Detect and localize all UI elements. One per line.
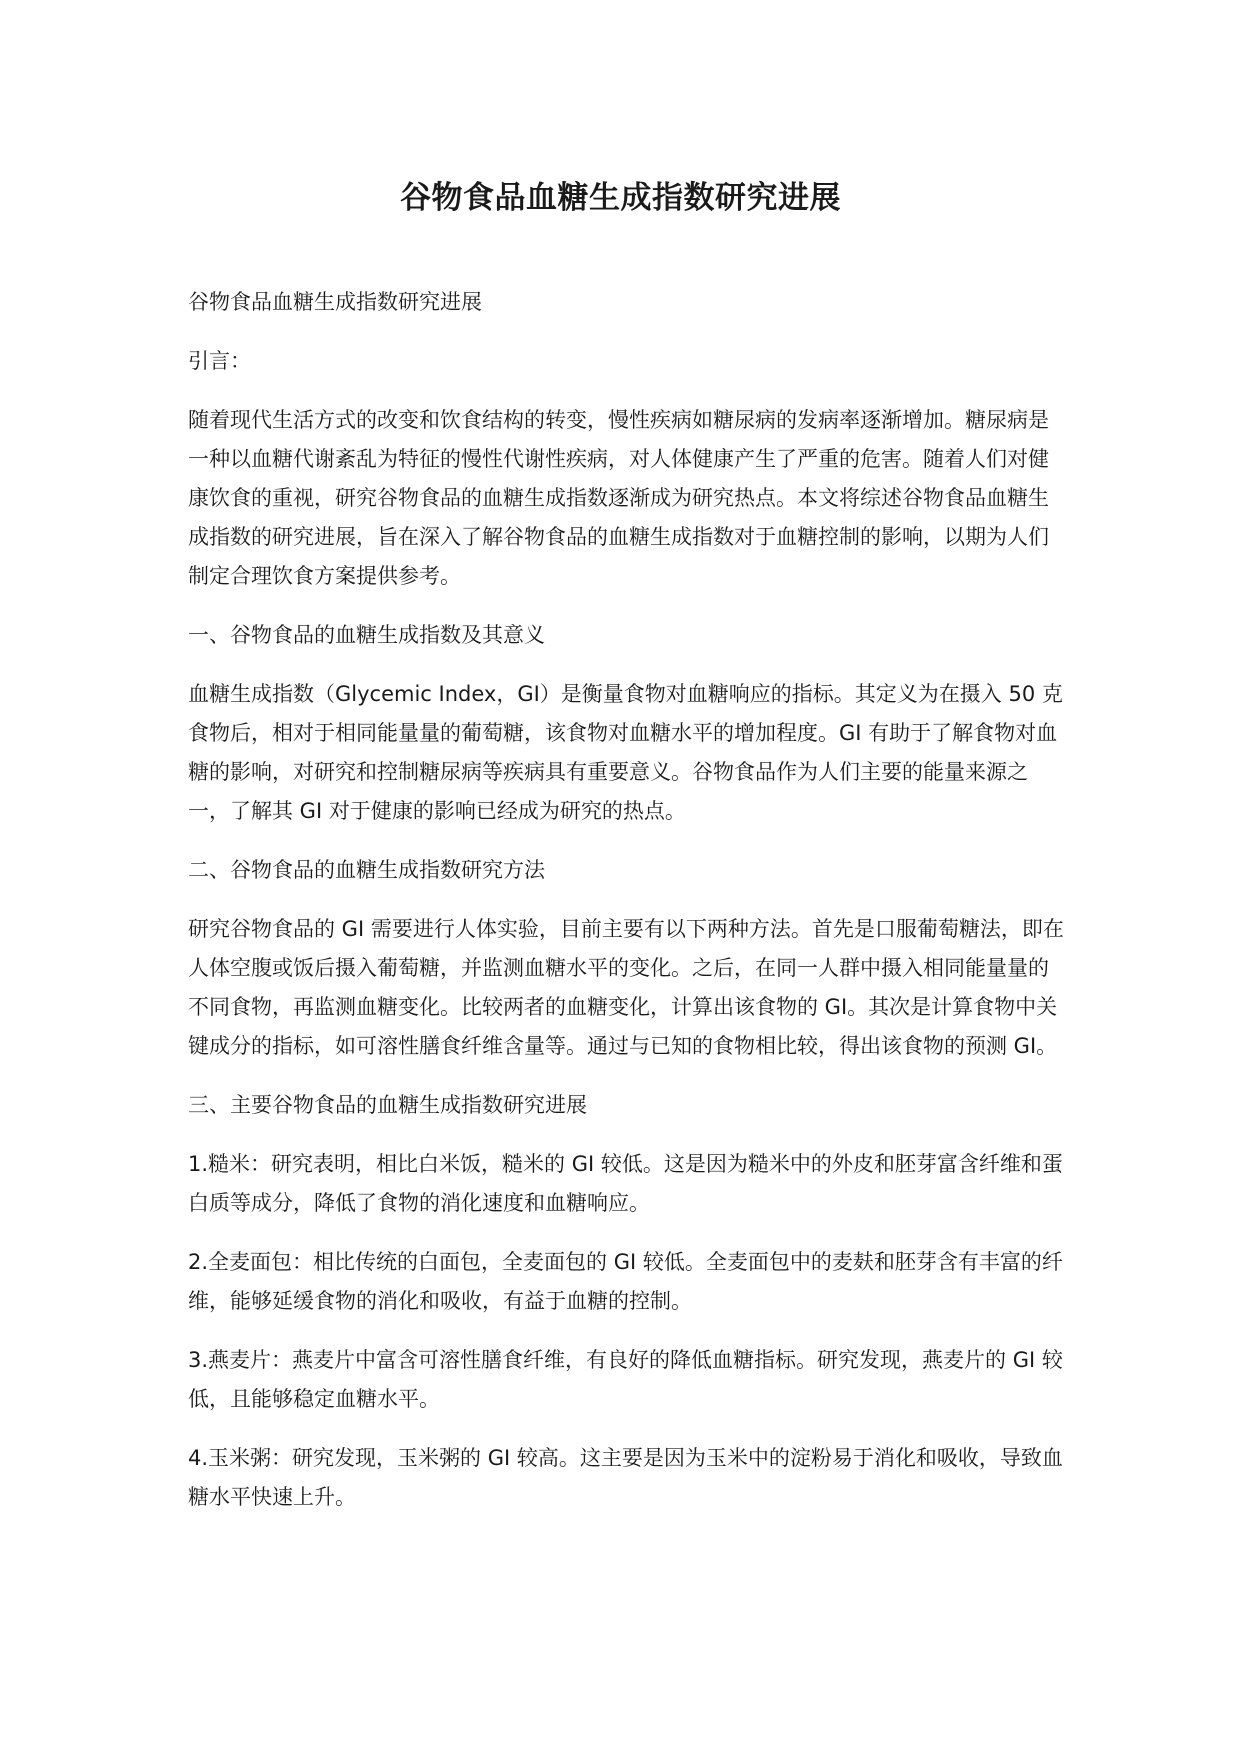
subtitle-paragraph: 谷物食品血糖生成指数研究进展 (188, 290, 482, 314)
list-item-oatmeal: 3.燕麦片：燕麦片中富含可溶性膳食纤维，有良好的降低血糖指标。研究发现，燕麦片的 GI 较低，且能够稳定血糖水平。 (188, 1348, 1063, 1411)
document-title: 谷物食品血糖生成指数研究进展 (400, 180, 841, 216)
intro-heading: 引言： (188, 349, 251, 373)
document-body (188, 283, 1068, 1537)
intro-paragraph: 随着现代生活方式的改变和饮食结构的转变，慢性疾病如糖尿病的发病率逐渐增加。糖尿病是一种以血糖代谢紊乱为特征的慢性代谢性疾病，对人体健康产生了严重的危害。随着人们对健康饮食的重视，研究谷物食品的血糖生成指数逐渐成为研究热点。本文将综述谷物食品血糖生成指数的研究进展，旨在深入了解谷物食品的血糖生成指数对于血糖控制的影响，以期为人们制定合理饮食方案提供参考。 (188, 408, 1049, 588)
list-item-brown-rice: 1.糙米：研究表明，相比白米饭，糙米的 GI 较低。这是因为糙米中的外皮和胚芽富含纤维和蛋白质等成分，降低了食物的消化速度和血糖响应。 (188, 1152, 1063, 1215)
section-2-paragraph: 研究谷物食品的 GI 需要进行人体实验，目前主要有以下两种方法。首先是口服葡萄糖法，即在人体空腹或饭后摄入葡萄糖，并监测血糖水平的变化。之后，在同一人群中摄入相同能量量的不同食物，再监测血糖变化。比较两者的血糖变化，计算出该食物的 GI。其次是计算食物中关键成分的指标，如可溶性膳食纤维含量等。通过与已知的食物相比较，得出该食物的预测 GI。 (188, 917, 1064, 1058)
section-heading-3: 三、主要谷物食品的血糖生成指数研究进展 (188, 1093, 587, 1117)
section-heading-1: 一、谷物食品的血糖生成指数及其意义 (188, 623, 545, 647)
section-1-paragraph: 血糖生成指数（Glycemic Index，GI）是衡量食物对血糖响应的指标。其定义为在摄入 50 克食物后，相对于相同能量量的葡萄糖，该食物对血糖水平的增加程度。GI 有助于了解食物对血糖的影响，对研究和控制糖尿病等疾病具有重要意义。谷物食品作为人们主要的能量来源之一，了解其 GI 对于健康的影响已经成为研究的热点。 (188, 682, 1063, 823)
section-heading-2: 二、谷物食品的血糖生成指数研究方法 (188, 858, 545, 882)
list-item-corn-porridge: 4.玉米粥：研究发现，玉米粥的 GI 较高。这主要是因为玉米中的淀粉易于消化和吸收，导致血糖水平快速上升。 (188, 1446, 1063, 1509)
list-item-whole-wheat-bread: 2.全麦面包：相比传统的白面包，全麦面包的 GI 较低。全麦面包中的麦麸和胚芽含有丰富的纤维，能够延缓食物的消化和吸收，有益于血糖的控制。 (188, 1250, 1063, 1313)
